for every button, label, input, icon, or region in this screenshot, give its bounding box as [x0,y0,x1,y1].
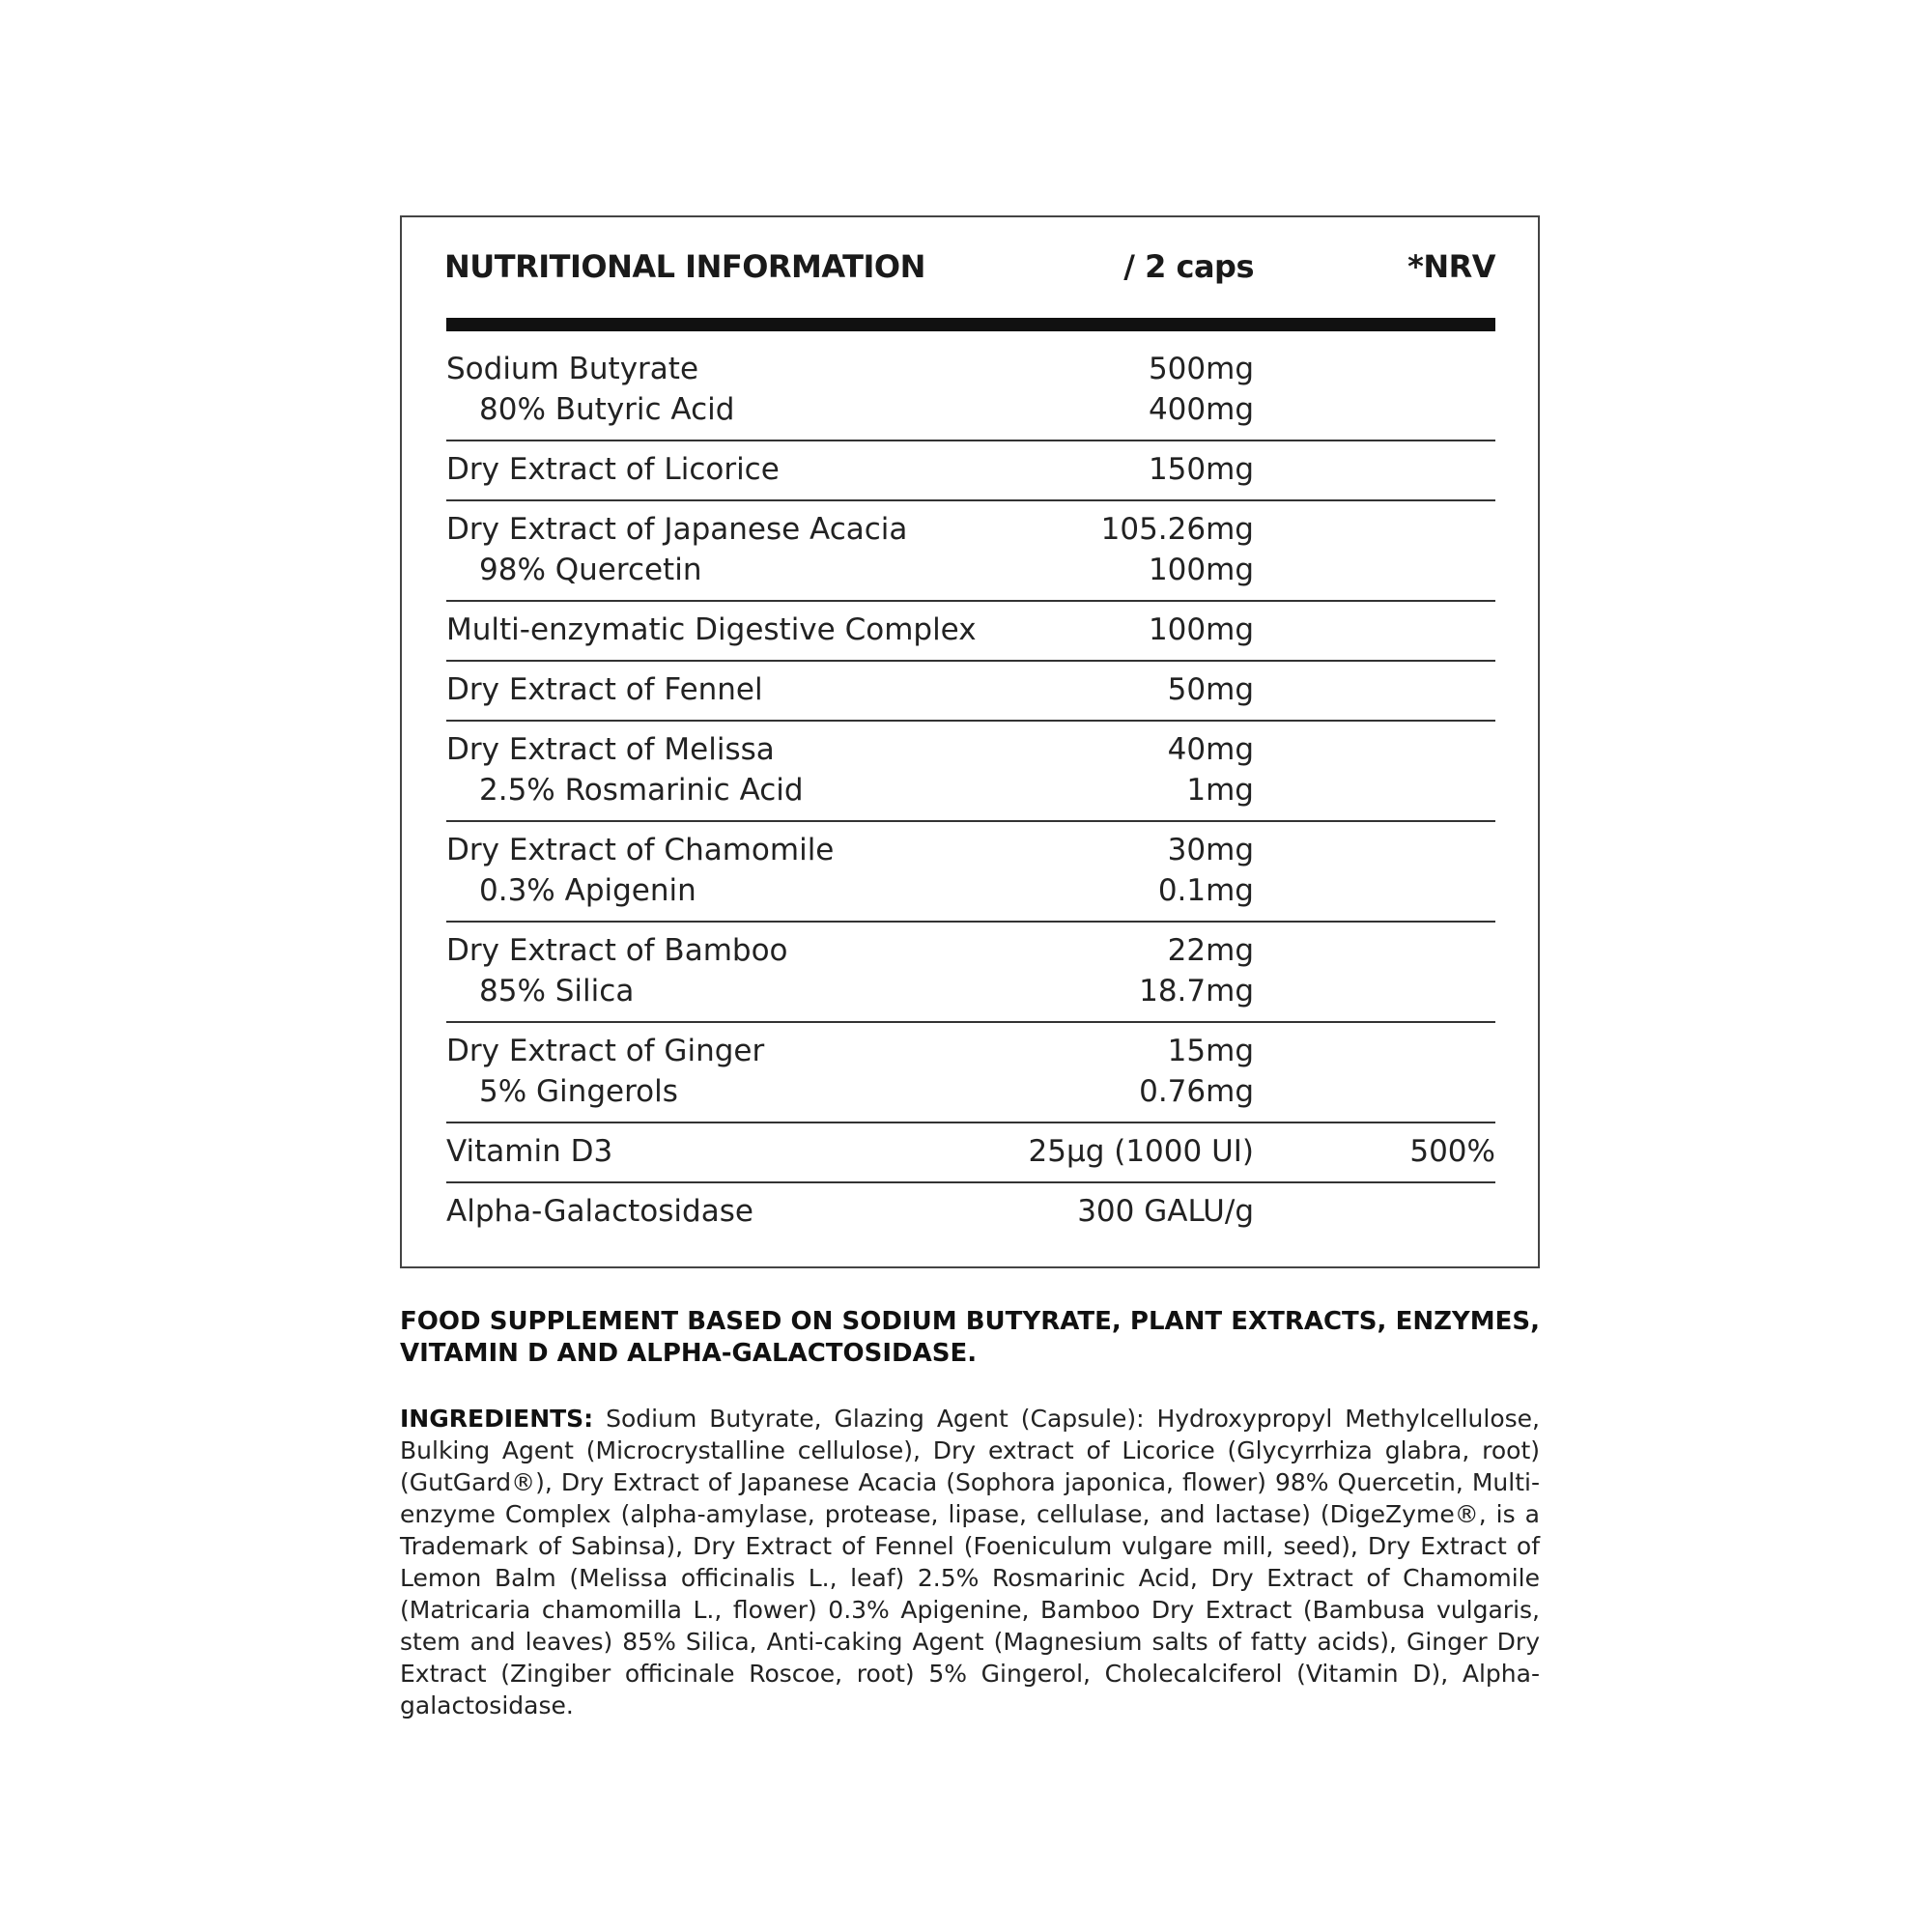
table-row [446,822,1495,923]
table-row [446,1123,1495,1183]
ingredient-name: Sodium Butyrate [446,352,699,386]
ingredient-name: 0.3% Apigenin [479,873,696,908]
table-row [446,341,1495,441]
ingredient-amount: 0.1mg [1157,873,1254,908]
sub-ingredient-line [446,971,1495,1011]
sub-ingredient-line [446,770,1495,810]
table-row [446,1183,1495,1241]
sub-ingredient-line [446,550,1495,590]
ingredient-line [446,930,1495,971]
table-row [446,662,1495,722]
ingredient-name: Dry Extract of Bamboo [446,933,788,968]
table-rows [446,341,1495,1241]
ingredients-text: Sodium Butyrate, Glazing Agent (Capsule): Hydroxypropyl Methylcellulose, Bulking Agent (Microcrystalline cellulose), Dry extract of Licorice (Glycyrrhiza glabra, root) (GutGard®), Dry Extract of Japanese Acacia (Sophora japonica, flower) 98% Quercetin, Multi-enzyme Complex (alpha-amylase, protease, lipase, cellulase, and lactase) (DigeZyme®, is a Trademark of Sabinsa), Dry Extract of Fennel (Foeniculum vulgare mill, seed), Dry Extract of Lemon Balm (Melissa officinalis L., leaf) 2.5% Rosmarinic Acid, Dry Extract of Chamomile (Matricaria chamomilla L., flower) 0.3% Apigenine, Bamboo Dry Extract (Bambusa vulgaris, stem and leaves) 85% Silica, Anti-caking Agent (Magnesium salts of fatty acids), Ginger Dry Extract (Zingiber officinale Roscoe, root) 5% Gingerol, Cholecalciferol (Vitamin D), Alpha-galactosidase. [400,1405,1540,1719]
table-title: NUTRITIONAL INFORMATION [444,248,925,285]
ingredient-name: Alpha-Galactosidase [446,1194,753,1229]
ingredient-nrv: 500% [1409,1134,1495,1169]
ingredient-amount: 25µg (1000 UI) [1028,1134,1254,1169]
ingredient-amount: 1mg [1186,773,1254,808]
ingredient-name: Dry Extract of Ginger [446,1034,765,1068]
ingredient-name: 80% Butyric Acid [479,392,735,427]
ingredient-amount: 22mg [1167,933,1254,968]
ingredient-name: Multi-enzymatic Digestive Complex [446,612,977,647]
ingredient-amount: 18.7mg [1139,974,1254,1009]
ingredient-line [446,1191,1495,1232]
table-header [444,248,1495,297]
ingredient-name: 2.5% Rosmarinic Acid [479,773,804,808]
ingredient-amount: 40mg [1167,732,1254,767]
sub-ingredient-line [446,389,1495,430]
ingredient-line [446,1031,1495,1071]
ingredient-name: Dry Extract of Japanese Acacia [446,512,908,547]
ingredient-name: 85% Silica [479,974,635,1009]
ingredient-line [446,610,1495,650]
serving-header: / 2 caps [1123,248,1254,285]
ingredient-amount: 500mg [1148,352,1254,386]
nutrition-table [400,215,1540,1268]
ingredients-block [400,1403,1540,1721]
nrv-header: *NRV [1407,248,1495,285]
table-row [446,1023,1495,1123]
sub-ingredient-line [446,870,1495,911]
ingredients-label: INGREDIENTS: [400,1405,594,1433]
ingredient-name: 5% Gingerols [479,1074,678,1109]
ingredient-line [446,349,1495,389]
ingredient-amount: 50mg [1167,672,1254,707]
ingredient-name: Vitamin D3 [446,1134,613,1169]
ingredient-amount: 100mg [1148,553,1254,587]
ingredient-name: Dry Extract of Fennel [446,672,763,707]
ingredient-amount: 100mg [1148,612,1254,647]
ingredient-amount: 30mg [1167,833,1254,867]
header-divider [446,318,1495,331]
ingredient-line [446,1131,1495,1172]
ingredient-name: Dry Extract of Chamomile [446,833,835,867]
table-row [446,441,1495,501]
ingredient-amount: 105.26mg [1100,512,1254,547]
ingredient-line [446,830,1495,870]
table-row [446,722,1495,822]
ingredient-name: 98% Quercetin [479,553,702,587]
table-row [446,501,1495,602]
ingredient-amount: 400mg [1148,392,1254,427]
ingredient-amount: 15mg [1167,1034,1254,1068]
table-row [446,923,1495,1023]
ingredient-line [446,729,1495,770]
table-row [446,602,1495,662]
ingredient-amount: 0.76mg [1139,1074,1254,1109]
ingredient-amount: 300 GALU/g [1077,1194,1254,1229]
product-description: FOOD SUPPLEMENT BASED ON SODIUM BUTYRATE, PLANT EXTRACTS, ENZYMES, VITAMIN D AND ALPHA-GALACTOSIDASE. [400,1307,1540,1368]
ingredient-line [446,509,1495,550]
ingredient-line [446,449,1495,490]
ingredient-name: Dry Extract of Licorice [446,452,780,487]
ingredient-name: Dry Extract of Melissa [446,732,775,767]
sub-ingredient-line [446,1071,1495,1112]
ingredient-amount: 150mg [1148,452,1254,487]
ingredient-line [446,669,1495,710]
